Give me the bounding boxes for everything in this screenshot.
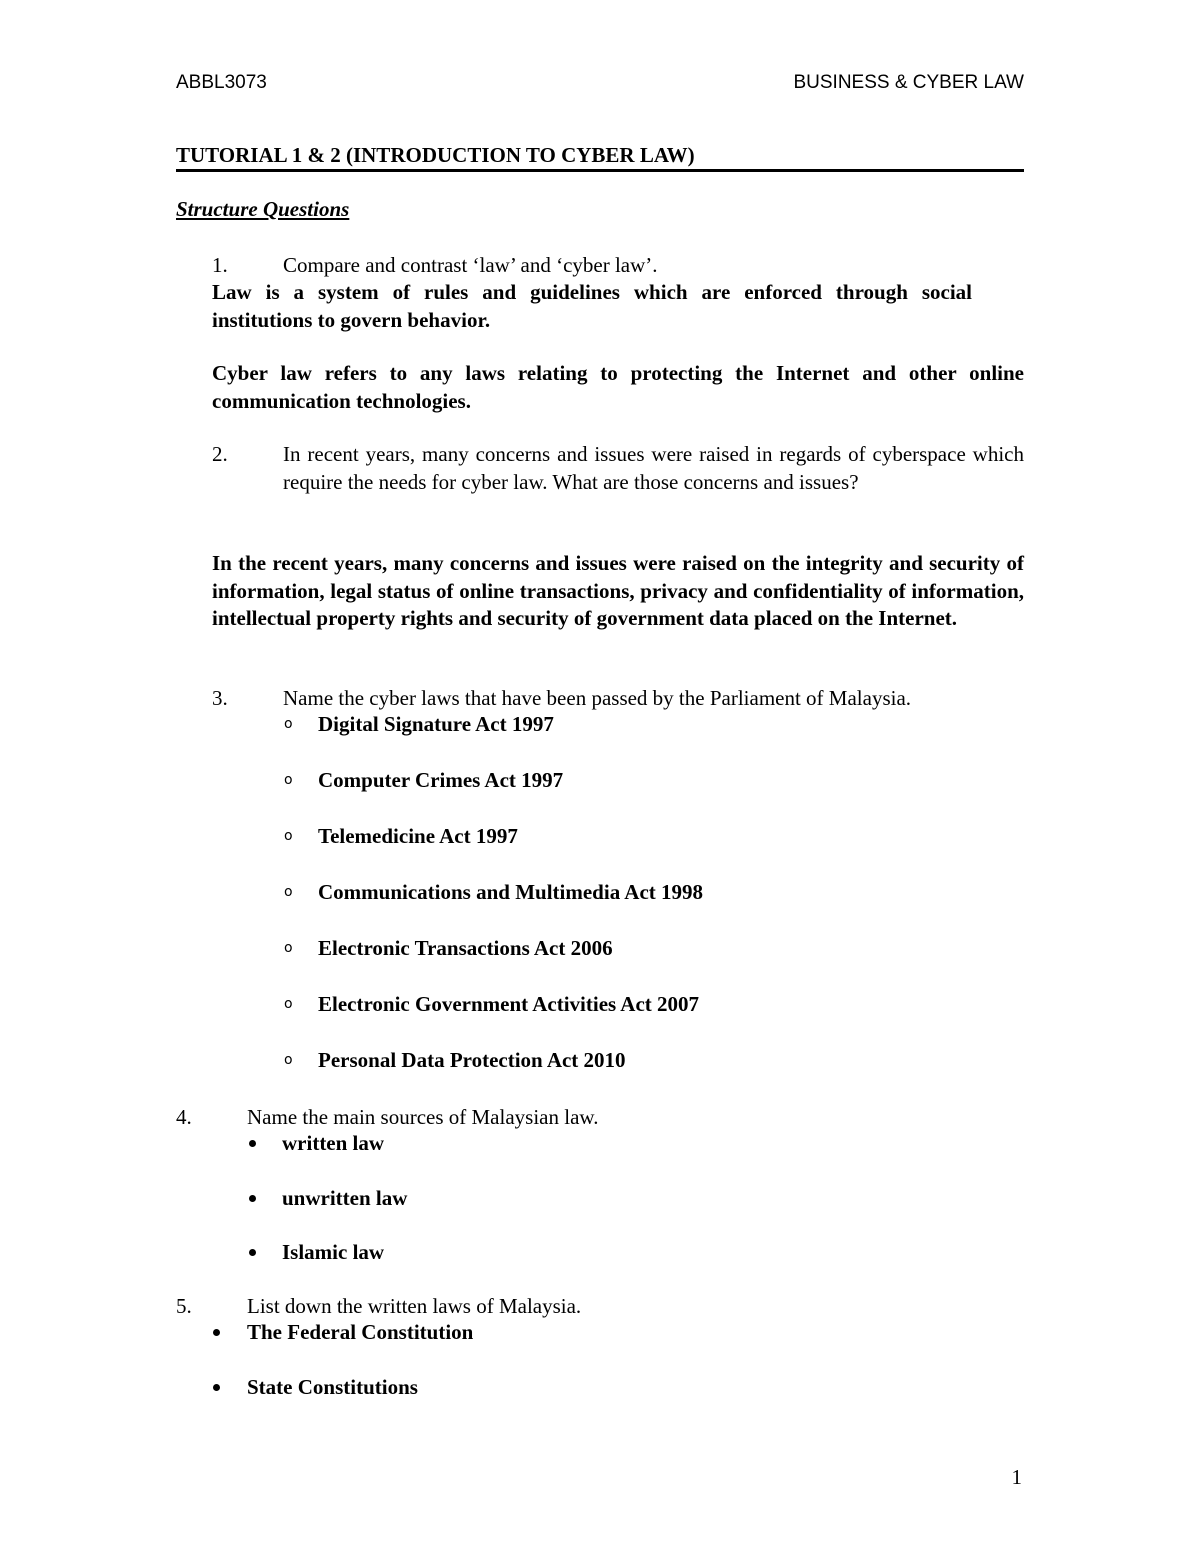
list-item: Telemedicine Act 1997 — [318, 824, 518, 848]
question-2-number: 2. — [212, 442, 228, 466]
list-item: Electronic Transactions Act 2006 — [318, 936, 613, 960]
list-item: Computer Crimes Act 1997 — [318, 768, 564, 792]
question-4-number: 4. — [176, 1105, 192, 1129]
question-1-text: Compare and contrast ‘law’ and ‘cyber law’. — [283, 253, 658, 277]
question-1-answer-law: Law is a system of rules and guidelines which are enforced through social institutions to govern behavior. — [212, 280, 972, 332]
list-item: Digital Signature Act 1997 — [318, 712, 554, 736]
bullet-dot — [249, 1140, 256, 1147]
header-course-name: BUSINESS & CYBER LAW — [793, 72, 1024, 93]
list-item: written law — [282, 1131, 385, 1155]
list-item: State Constitutions — [247, 1375, 418, 1399]
list-bullet: o — [284, 940, 293, 956]
bullet-dot — [213, 1384, 220, 1391]
question-3-number: 3. — [212, 686, 228, 710]
title-underline — [176, 169, 1024, 172]
list-item: Electronic Government Activities Act 2007 — [318, 992, 700, 1016]
question-1-number: 1. — [212, 253, 228, 277]
bullet-dot — [249, 1195, 256, 1202]
section-heading: Structure Questions — [176, 197, 350, 221]
list-bullet: o — [284, 884, 293, 900]
list-bullet: o — [284, 1052, 293, 1068]
bullet-dot — [249, 1249, 256, 1256]
list-item: Communications and Multimedia Act 1998 — [318, 880, 704, 904]
header-course-code: ABBL3073 — [176, 72, 267, 93]
page-number: 1 — [1011, 1465, 1022, 1489]
bullet-dot — [213, 1329, 220, 1336]
page-title: TUTORIAL 1 & 2 (INTRODUCTION TO CYBER LAW) — [176, 143, 695, 167]
list-bullet: o — [284, 772, 293, 788]
question-1-answer-cyber-law: Cyber law refers to any laws relating to protecting the Internet and other online communication technologies. — [212, 361, 1024, 413]
question-5-number: 5. — [176, 1294, 192, 1318]
list-item: Islamic law — [282, 1240, 385, 1264]
question-2-text: In recent years, many concerns and issues were raised in regards of cyberspace which require the needs for cyber law. What are those concerns and issues? — [283, 442, 1024, 494]
question-5-text: List down the written laws of Malaysia. — [247, 1294, 582, 1318]
list-bullet: o — [284, 828, 293, 844]
question-4-text: Name the main sources of Malaysian law. — [247, 1105, 599, 1129]
list-item: The Federal Constitution — [247, 1320, 474, 1344]
list-item: Personal Data Protection Act 2010 — [318, 1048, 626, 1072]
question-3-text: Name the cyber laws that have been passed by the Parliament of Malaysia. — [283, 686, 912, 710]
list-bullet: o — [284, 716, 293, 732]
list-bullet: o — [284, 996, 293, 1012]
list-item: unwritten law — [282, 1186, 408, 1210]
question-2-answer: In the recent years, many concerns and issues were raised on the integrity and security of information, legal status of online transactions, privacy and confidentiality of information, intellectual property rights and security of government data placed on the Internet. — [212, 551, 1024, 630]
